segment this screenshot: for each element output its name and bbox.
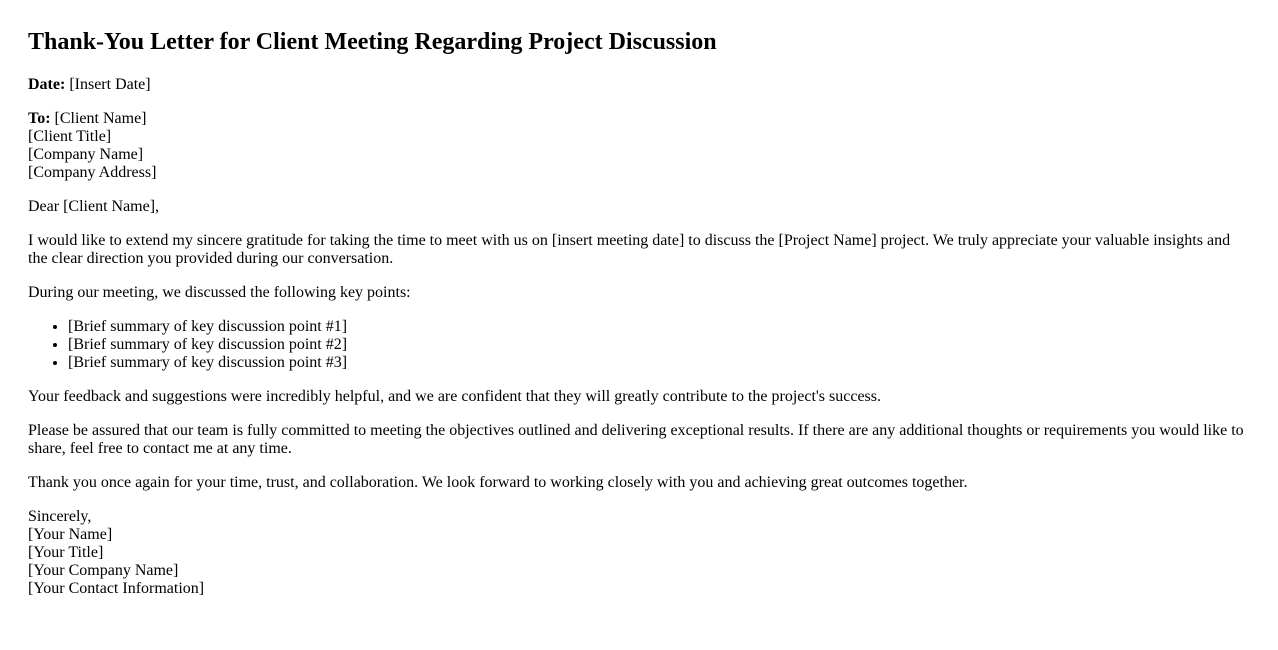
- list-item: • [Brief summary of key discussion point #2]: [68, 336, 1250, 354]
- recipient-name: [Client Name]: [54, 110, 147, 127]
- date-value: [Insert Date]: [69, 76, 151, 93]
- signature-name: [Your Name]: [28, 526, 113, 543]
- list-item: • [Brief summary of key discussion point #1]: [68, 318, 1250, 336]
- letter-document: [28, 0, 1250, 598]
- body-paragraph-2: During our meeting, we discussed the following key points:: [28, 284, 411, 301]
- list-item: • [Brief summary of key discussion point #3]: [68, 354, 1250, 372]
- recipient-company: [Company Name]: [28, 146, 144, 163]
- date-line: [28, 76, 1250, 94]
- signature-title: [Your Title]: [28, 544, 104, 561]
- body-paragraph-4: Please be assured that our team is fully committed to meeting the objectives outlined and delivering exceptional results. If there are any additional thoughts or requirements you would like to share, feel free to contact me at any time.: [28, 422, 1244, 457]
- salutation: Dear [Client Name],: [28, 198, 160, 215]
- recipient-name-line: [28, 110, 1250, 128]
- letter-title: Thank-You Letter for Client Meeting Regarding Project Discussion: [28, 29, 717, 55]
- body-paragraph-5: Thank you once again for your time, trust, and collaboration. We look forward to working closely with you and achieving great outcomes together.: [28, 474, 968, 491]
- closing: Sincerely,: [28, 508, 92, 525]
- signature-contact: [Your Contact Information]: [28, 580, 205, 597]
- body-paragraph-1: I would like to extend my sincere gratitude for taking the time to meet with us on [insert meeting date] to discuss the [Project Name] project. We truly appreciate your valuable insights and the clear direction you provided during our conversation.: [28, 232, 1231, 267]
- key-points-list: [28, 318, 1250, 372]
- recipient-address: [Company Address]: [28, 164, 157, 181]
- recipient-block: [28, 110, 1250, 182]
- signature-company: [Your Company Name]: [28, 562, 179, 579]
- body-paragraph-3: Your feedback and suggestions were incredibly helpful, and we are confident that they will greatly contribute to the project's success.: [28, 388, 881, 405]
- recipient-title: [Client Title]: [28, 128, 112, 145]
- signature-block: [28, 508, 1250, 598]
- to-label: To:: [28, 110, 51, 127]
- date-label: Date:: [28, 76, 66, 93]
